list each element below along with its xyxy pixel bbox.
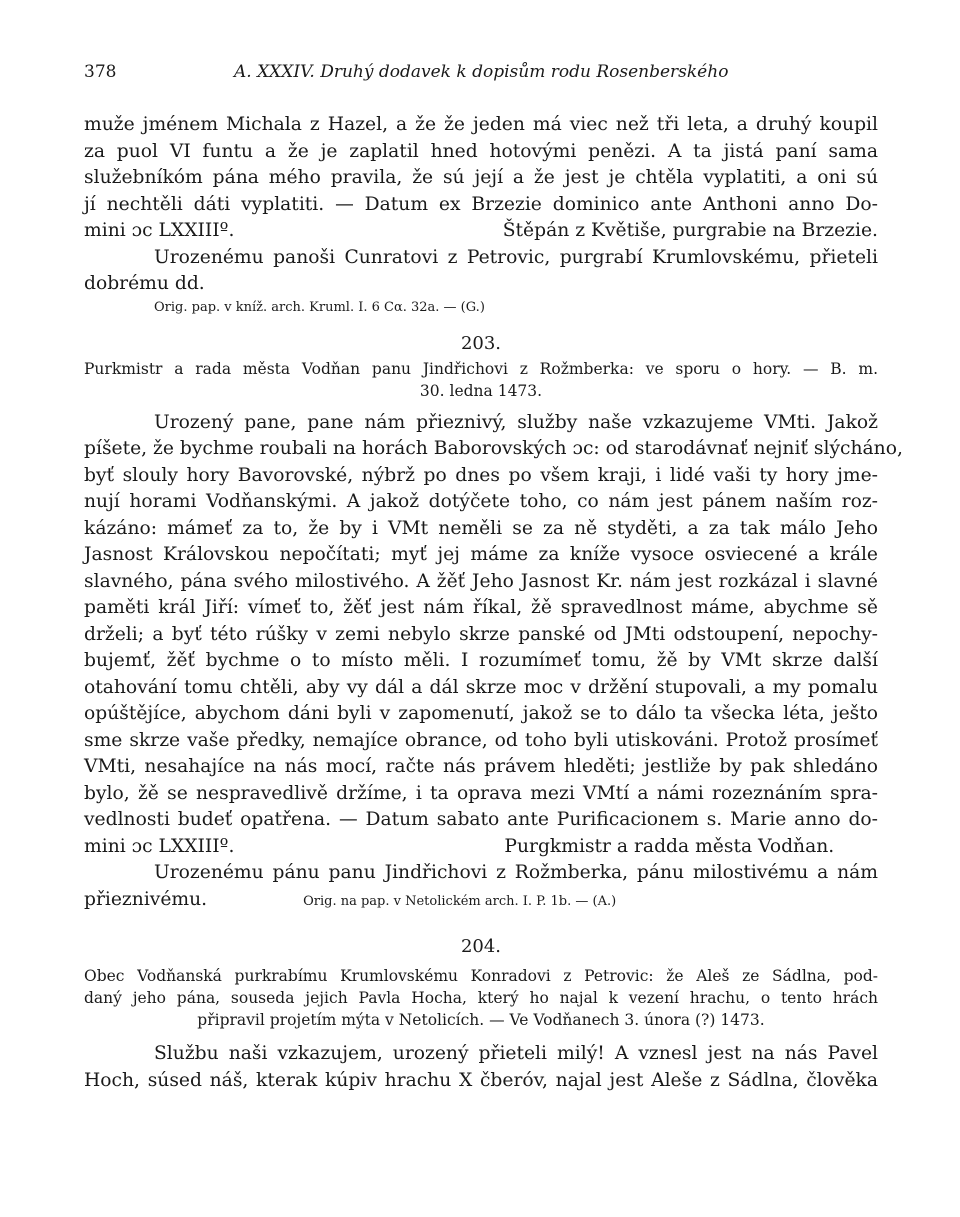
dating-signature-line	[84, 218, 878, 245]
text-line: byť slouly hory Bavorovské, nýbrž po dnes po všem kraji, i lidé vaši ty hory jme-	[84, 464, 878, 486]
regest-line: připravil projetím mýta v Netolicích. — Ve Vodňanech 3. února (?) 1473.	[197, 1011, 765, 1029]
letter-continuation	[84, 112, 878, 298]
text-line: nují horami Vodňanskými. A jakož dotýčete toho, co nám jest pánem naším roz-	[84, 491, 878, 512]
regest-line: Purkmistr a rada města Vodňan panu Jindřichovi z Rožmberka: ve sporu o hory. — B. m.	[84, 359, 878, 378]
document-regest	[84, 358, 878, 402]
text-line: píšete, že bychme roubali na horách Baborovských ɔc: od starodávnať nejniť slýcháno,	[84, 438, 903, 459]
text-line: sme skrze vaše předky, nemajíce obrance, od toho byli utiskováni. Protož prosímeť	[84, 729, 878, 751]
text-line: Jasnost Královskou nepočítati; myť jej máme za kníže vysoce osviecené a krále	[84, 544, 878, 565]
dating-signature-line	[84, 834, 878, 861]
text-line: jí nechtěli dáti vyplatiti. — Datum ex Brzezie dominico ante Anthoni anno Do-	[84, 193, 878, 215]
regest-line: Obec Vodňanská purkrabímu Krumlovskému Konradovi z Petrovic: že Aleš ze Sádlna, pod-	[84, 967, 878, 985]
text-line: Hoch, súsed náš, kterak kúpiv hrachu X čberóv, najal jest Aleše z Sádlna, člověka	[84, 1069, 878, 1091]
document-number: 203.	[460, 332, 502, 354]
text-line: opúštějíce, abychom dáni byli v zapomenutí, jakož se to dálo ta všecka léta, ješto	[84, 703, 878, 724]
dating-end: mini ɔc LXXIIIº.	[84, 220, 235, 241]
signature: Purgkmistr a radda města Vodňan.	[504, 835, 835, 857]
page-number: 378	[84, 62, 117, 82]
source-note: Orig. pap. v kníž. arch. Kruml. I. 6 Cα. 32a. — (G.)	[154, 299, 485, 315]
text-line: muže jménem Michala z Hazel, a že že jeden má viec než tři leta, a druhý koupil	[84, 114, 878, 135]
document-page	[84, 62, 903, 1094]
text-line: za puol VI funtu a že je zaplatil hned hotovými penězi. A ta jistá paní sama	[84, 140, 878, 162]
text-line: paměti král Jiří: vímeť to, žěť jest nám říkal, žě spravedlnost máme, abychme sě	[84, 597, 878, 618]
text-line: Urozený pane, pane nám přieznivý, služby naše vzkazujeme VMti. Jakož	[154, 411, 878, 433]
text-line: bylo, žě se nespravedlivě držíme, i ta oprava mezi VMtí a námi rozeznáním spra-	[84, 782, 878, 804]
text-line: VMti, nesahajíce na nás mocí, račte nás právem hleděti; jestliže by pak shledáno	[84, 756, 878, 777]
text-line: služebníkóm pána mého pravila, že sú její a že jest je chtěla vyplatiti, a oni sú	[84, 167, 878, 188]
source-note: Orig. na pap. v Netolickém arch. I. P. 1b. — (A.)	[303, 893, 617, 909]
text-line: kázáno: mámeť za to, že by i VMt neměli se za ně styděti, a za tak málo Jeho	[84, 517, 878, 539]
address-line: přieznivému.	[84, 888, 208, 910]
text-line: bujemť, žěť bychme o to místo měli. I rozumímeť tomu, žě by VMt skrze další	[84, 650, 878, 671]
signature: Štěpán z Květiše, purgrabie na Brzezie.	[502, 220, 878, 241]
letter-body	[84, 1041, 878, 1094]
text-line: slavného, pána svého milostivého. A žěť Jeho Jasnost Kr. nám jest rozkázal i slavné	[84, 570, 878, 592]
document-regest	[84, 965, 878, 1031]
address-line: dobrému dd.	[84, 273, 205, 294]
address-line: Urozenému panoši Cunratovi z Petrovic, purgrabí Krumlovskému, přieteli	[154, 246, 878, 268]
page-header	[84, 62, 878, 86]
text-line: Službu naši vzkazujem, urozený přieteli milý! A vznesl jest na nás Pavel	[154, 1043, 878, 1064]
dating-end: mini ɔc LXXIIIº.	[84, 835, 235, 857]
document-number: 204.	[460, 936, 502, 957]
text-line: otahování tomu chtěli, aby vy dál a dál skrze moc v držění stupovali, a my pomalu	[84, 676, 878, 698]
letter-body	[84, 410, 903, 916]
address-line: Urozenému pánu panu Jindřichovi z Rožmberka, pánu milostivému a nám	[154, 862, 878, 883]
regest-line: 30. ledna 1473.	[419, 381, 543, 400]
running-title: A. XXXIV. Druhý dodavek k dopisům rodu Rosenberského	[234, 62, 729, 82]
regest-line: daný jeho pána, souseda jejich Pavla Hocha, který ho najal k vezení hrachu, o tento hrách	[84, 989, 878, 1007]
text-line: drželi; a byť této rúšky v zemi nebylo skrze panské od JMti odstoupení, nepochy-	[84, 623, 878, 645]
address-source-line	[84, 887, 878, 916]
text-line: vedlnosti budeť opatřena. — Datum sabato ante Purificacionem s. Marie anno do-	[84, 809, 878, 830]
